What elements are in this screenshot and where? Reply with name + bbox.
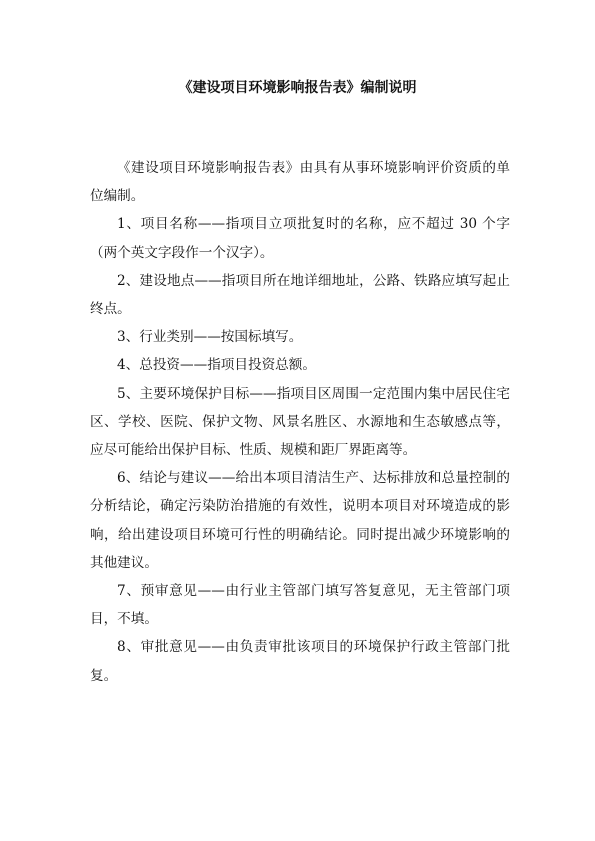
document-title: 《建设项目环境影响报告表》编制说明 — [178, 80, 417, 96]
item-paragraph: 2、建设地点——指项目所在地详细地址，公路、铁路应填写起止终点。 — [90, 272, 510, 318]
intro-paragraph: 《建设项目环境影响报告表》由具有从事环境影响评价资质的单位编制。 — [90, 160, 510, 205]
item-paragraph: 8、审批意见——由负责审批该项目的环境保护行政主管部门批复。 — [90, 639, 510, 684]
item-paragraph: 1、项目名称——指项目立项批复时的名称，应不超过 30 个字（两个英文字段作一个汉字）。 — [90, 216, 510, 261]
item-paragraph: 6、结论与建议——给出本项目清洁生产、达标排放和总量控制的分析结论，确定污染防治措施的有效性，说明本项目对环境造成的影响，给出建设项目环境可行性的明确结论。同时提出减少环境影响的其他建议。 — [90, 470, 510, 571]
item-paragraph: 3、行业类别——按国标填写。 — [117, 329, 303, 346]
item-paragraph: 4、总投资——指项目投资总额。 — [117, 357, 316, 374]
document-body — [90, 154, 510, 690]
item-paragraph: 7、预审意见——由行业主管部门填写答复意见，无主管部门项目，不填。 — [90, 583, 510, 628]
item-paragraph: 5、主要环境保护目标——指项目区周围一定范围内集中居民住宅区、学校、医院、保护文物、风景名胜区、水源地和生态敏感点等，应尽可能给出保护目标、性质、规模和距厂界距离等。 — [90, 385, 510, 459]
